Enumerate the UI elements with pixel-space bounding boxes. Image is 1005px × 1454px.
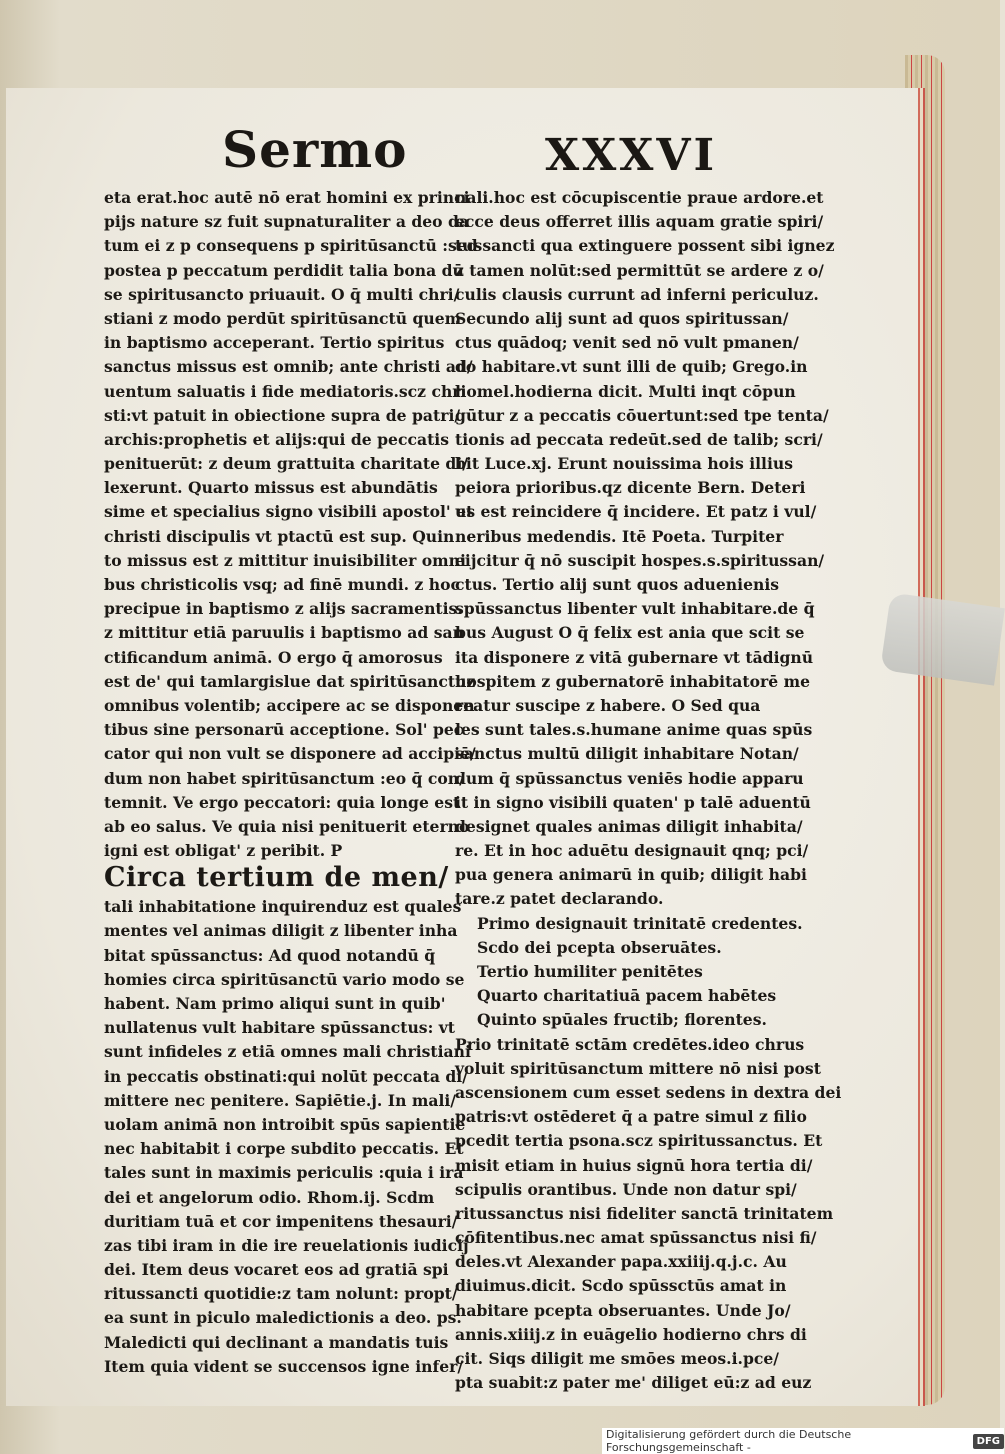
- text-line: ascensionem cum esset sedens in dextra dei: [455, 1082, 842, 1102]
- footer-text: Digitalisierung gefördert durch die Deutsche Forschungsgemeinschaft -: [606, 1428, 852, 1454]
- text-line: archis:prophetis et alijs:qui de peccatis: [104, 429, 449, 449]
- text-line: ita disponere z vitā gubernare vt tādignū: [455, 647, 814, 667]
- text-line: eijcitur q̄ nō suscipit hospes.s.spiritussan/: [455, 550, 825, 570]
- text-line: diuimus.dicit. Scdo spūssctūs amat in: [455, 1276, 787, 1296]
- text-line: penituerūt: z deum grattuita charitate di/: [104, 454, 468, 474]
- text-line: voluit spiritūsanctum mittere nō nisi post: [455, 1058, 821, 1078]
- text-line: temnit. Ve ergo peccatori: quia longe est: [104, 792, 461, 812]
- text-line: in peccatis obstinati:qui nolūt peccata di/: [104, 1066, 468, 1086]
- text-line: in baptismo acceperant. Tertio spiritus: [104, 333, 445, 353]
- text-line: ecce deus offerret illis aquam gratie spiri/: [455, 212, 824, 232]
- text-line: misit etiam in huius signū hora tertia di/: [455, 1155, 813, 1175]
- running-header-left: Sermo: [222, 120, 408, 179]
- text-line: to missus est z mittitur inuisibiliter omni: [104, 550, 466, 570]
- text-line: habitare pcepta obseruantes. Unde Jo/: [455, 1300, 791, 1320]
- text-line: Tertio humiliter penitētes: [477, 962, 703, 981]
- text-line: sanctus multū diligit inhabitare Notan/: [455, 744, 799, 764]
- text-line: homel.hodierna dicit. Multi inqt cōpun: [455, 381, 796, 401]
- text-line: christi discipulis vt ptactū est sup. Quin: [104, 526, 455, 546]
- text-line: tionis ad peccata redeūt.sed de talib; scri/: [455, 429, 823, 449]
- text-line: designet quales animas diligit inhabita/: [455, 816, 803, 836]
- text-line: hospitem z gubernatorē inhabitatorē me: [455, 671, 811, 691]
- text-line: ctificandum animā. O ergo q̄ amorosus: [104, 647, 443, 667]
- text-line: sti:vt patuit in obiectione supra de patri/: [104, 405, 461, 425]
- text-line: precipue in baptismo z alijs sacramentis.: [104, 599, 463, 619]
- text-line: deles.vt Alexander papa.xxiiij.q.j.c. Au: [455, 1252, 787, 1272]
- text-line: us est reincidere q̄ incidere. Et patz i vul/: [455, 502, 817, 522]
- text-line: do habitare.vt sunt illi de quib; Grego.in: [455, 357, 808, 377]
- text-line: sanctus missus est omnib; ante christi ad/: [104, 357, 473, 377]
- text-line: bitat spūssanctus: Ad quod notandū q̄: [104, 945, 436, 965]
- text-line: culis clausis currunt ad inferni periculuz.: [455, 284, 819, 304]
- text-line: Item quia vident se succensos igne infer/: [104, 1356, 464, 1376]
- text-line: eta erat.hoc autē nō erat homini ex princi: [104, 188, 470, 207]
- text-line: bus christicolis vsq; ad finē mundi. z hoc: [104, 575, 461, 594]
- text-line: pijs nature sz fuit supnaturaliter a deo da: [104, 212, 470, 232]
- text-line: ctus quādoq; venit sed nō vult pmanen/: [455, 333, 799, 353]
- text-line: ritussancti quotidie:z tam nolunt: propt/: [104, 1284, 458, 1304]
- text-line: it in signo visibili quaten' p talē aduentū: [455, 792, 811, 812]
- text-line: uentum saluatis i fide mediatoris.scz chri: [104, 381, 467, 401]
- text-line: uolam animā non introibit spūs sapientie: [104, 1114, 466, 1134]
- text-line: peiora prioribus.qz dicente Bern. Deteri: [455, 478, 806, 498]
- text-line: dei et angelorum odio. Rhom.ij. Scdm: [104, 1187, 435, 1207]
- text-line: ea sunt in piculo maledictionis a deo. ps.: [104, 1308, 462, 1328]
- text-line: se spiritusancto priuauit. O q̄ multi chri/: [104, 284, 460, 304]
- text-line: igni est obligat' z peribit. P: [104, 841, 343, 861]
- text-line: patris:vt ostēderet q̄ a patre simul z filio: [455, 1107, 807, 1127]
- text-line: ctus. Tertio alij sunt quos aduenienis: [455, 575, 780, 594]
- text-line: annis.xiiij.z in euāgelio hodierno chrs di: [455, 1324, 807, 1344]
- text-line: neribus medendis. Itē Poeta. Turpiter: [455, 526, 784, 546]
- text-line: mittere nec penitere. Sapiētie.j. In mali/: [104, 1090, 457, 1110]
- text-line: Quarto charitatiuā pacem habētes: [477, 986, 777, 1006]
- right-text-column: [455, 186, 842, 1395]
- text-line: tussancti qua extinguere possent sibi ignez: [455, 236, 835, 256]
- text-line: pta suabit:z pater me' diliget eū:z ad euz: [455, 1373, 812, 1393]
- footer-credit: [602, 1428, 1004, 1454]
- text-line: homies circa spiritūsanctū vario modo se: [104, 969, 465, 989]
- text-line: tali inhabitatione inquirenduz est quales: [104, 897, 462, 917]
- text-line: est de' qui tamlargislue dat spiritūsanctuz: [104, 671, 476, 691]
- text-line: ab eo salus. Ve quia nisi penituerit eterno: [104, 816, 470, 836]
- text-line: tare.z patet declarando.: [455, 889, 664, 909]
- dfg-logo: DFG: [973, 1434, 1004, 1449]
- section-heading: Circa tertium de men/: [104, 862, 449, 894]
- text-line: habent. Nam primo aliqui sunt in quib': [104, 994, 446, 1013]
- text-line: nali.hoc est cōcupiscentie praue ardore.et: [455, 188, 824, 207]
- text-line: gūtur z a peccatis cōuertunt:sed tpe tenta/: [455, 405, 829, 425]
- text-line: sunt infideles z etiā omnes mali christiani: [104, 1042, 471, 1062]
- text-line: mentes vel animas diligit z libenter inha: [104, 921, 458, 941]
- text-line: Maledicti qui declinant a mandatis tuis: [104, 1332, 449, 1352]
- text-line: bit Luce.xj. Erunt nouissima hois illius: [455, 454, 794, 474]
- text-line: bus August O q̄ felix est ania que scit se: [455, 623, 805, 643]
- text-line: Prio trinitatē sctām credētes.ideo chrus: [455, 1034, 805, 1054]
- text-line: postea p peccatum perdidit talia bona dū: [104, 260, 464, 280]
- text-line: z mittitur etiā paruulis i baptismo ad san: [104, 623, 464, 643]
- text-line: reatur suscipe z habere. O Sed qua: [455, 695, 761, 715]
- text-line: Secundo alij sunt ad quos spiritussan/: [455, 308, 789, 328]
- text-line: ritussanctus nisi fideliter sanctā trinitatem: [455, 1203, 834, 1223]
- text-line: pcedit tertia psona.scz spiritussanctus. Et: [455, 1131, 823, 1151]
- text-line: Primo designauit trinitatē credentes.: [477, 913, 803, 933]
- text-line: cit. Siqs diligit me smōes meos.i.pce/: [455, 1349, 779, 1368]
- text-line: tales sunt in maximis periculis :quia i ira: [104, 1163, 464, 1183]
- text-line: nec habitabit i corpe subdito peccatis. Et: [104, 1139, 464, 1159]
- text-line: dum non habet spiritūsanctum :eo q̄ con/: [104, 768, 465, 788]
- text-line: cator qui non vult se disponere ad accipiē/: [104, 744, 476, 764]
- text-line: cōfitentibus.nec amat spūssanctus nisi fi/: [455, 1228, 817, 1248]
- left-text-column: [104, 186, 478, 1379]
- text-line: duritiam tuā et cor impenitens thesauri/: [104, 1211, 458, 1231]
- text-line: pua genera animarū in quib; diligit habi: [455, 865, 807, 885]
- text-line: scipulis orantibus. Unde non datur spi/: [455, 1179, 797, 1199]
- page-tab-marker: [880, 592, 1005, 685]
- text-line: zas tibi iram in die ire reuelationis iudicij: [104, 1235, 469, 1255]
- text-line: sime et specialius signo visibili apostol' et: [104, 502, 474, 522]
- running-header-right: XXXVI: [545, 130, 718, 181]
- text-line: spūssanctus libenter vult inhabitare.de q̄: [455, 599, 815, 619]
- text-line: nullatenus vult habitare spūssanctus: vt: [104, 1018, 456, 1038]
- text-line: stiani z modo perdūt spiritūsanctū quem: [104, 308, 462, 328]
- text-line: re. Et in hoc aduētu designauit qnq; pci/: [455, 841, 809, 861]
- text-line: Scdo dei pcepta obseruātes.: [477, 937, 722, 957]
- text-line: tibus sine personarū acceptione. Sol' pec: [104, 720, 464, 740]
- text-line: z tamen nolūt:sed permittūt se ardere z o/: [455, 260, 824, 280]
- text-line: Quinto spūales fructib; florentes.: [477, 1010, 767, 1030]
- text-line: dei. Item deus vocaret eos ad gratiā spi: [104, 1260, 449, 1280]
- text-line: dum q̄ spūssanctus veniēs hodie apparu: [455, 768, 804, 788]
- text-line: tum ei z p consequens p spiritūsanctū :sed: [104, 236, 478, 256]
- text-line: omnibus volentib; accipere ac se disponen: [104, 695, 475, 715]
- text-line: les sunt tales.s.humane anime quas spūs: [455, 720, 813, 740]
- text-line: lexerunt. Quarto missus est abundātis: [104, 478, 438, 498]
